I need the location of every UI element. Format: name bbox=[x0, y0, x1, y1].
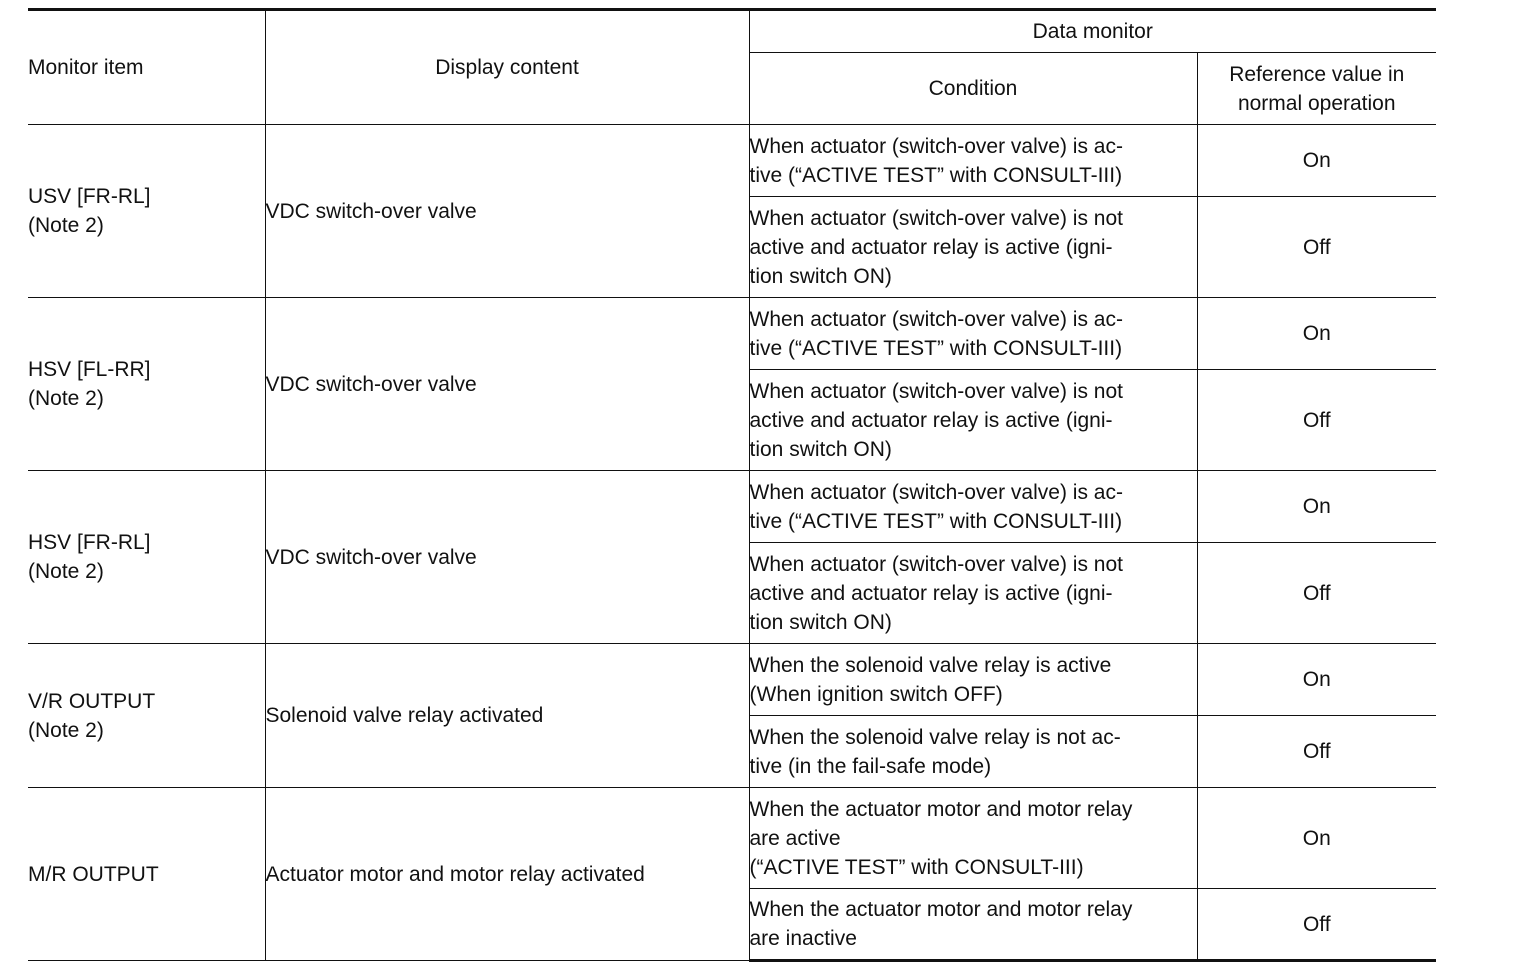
reference-value-cell: On bbox=[1197, 471, 1436, 543]
monitor-item-name: M/R OUTPUT bbox=[28, 862, 159, 886]
header-reference-line: normal operation bbox=[1237, 91, 1396, 115]
table-row bbox=[28, 298, 1436, 370]
table-row bbox=[28, 644, 1436, 716]
condition-line: tive (in the fail-safe mode) bbox=[749, 754, 992, 778]
condition-line: tion switch ON) bbox=[749, 437, 892, 461]
reference-value-cell: Off bbox=[1197, 197, 1436, 298]
monitor-item-name: USV [FR-RL] bbox=[28, 185, 151, 208]
monitor-item-name: V/R OUTPUT bbox=[28, 689, 156, 713]
condition-line: When actuator (switch-over valve) is ac- bbox=[749, 307, 1123, 331]
condition-line: When actuator (switch-over valve) is not bbox=[749, 379, 1123, 403]
condition-line: tive (“ACTIVE TEST” with CONSULT-III) bbox=[749, 336, 1123, 360]
reference-value-cell: On bbox=[1197, 788, 1436, 889]
monitor-item-note: (Note 2) bbox=[28, 387, 104, 410]
condition-line: tion switch ON) bbox=[749, 610, 892, 634]
condition-line: are active bbox=[749, 826, 841, 850]
reference-value-cell: Off bbox=[1197, 370, 1436, 471]
condition-line: tive (“ACTIVE TEST” with CONSULT-III) bbox=[749, 163, 1123, 187]
monitor-item-cell bbox=[28, 471, 265, 644]
condition-line: (“ACTIVE TEST” with CONSULT-III) bbox=[749, 855, 1084, 879]
condition-line: When actuator (switch-over valve) is ac- bbox=[749, 134, 1123, 158]
header-reference-line: Reference value in bbox=[1229, 62, 1405, 86]
display-content-cell: Solenoid valve relay activated bbox=[265, 644, 749, 788]
header-data-monitor: Data monitor bbox=[749, 10, 1436, 53]
condition-line: are inactive bbox=[749, 927, 857, 950]
display-content-cell: VDC switch-over valve bbox=[265, 125, 749, 298]
condition-line: active and actuator relay is active (igni- bbox=[749, 408, 1113, 432]
condition-line: active and actuator relay is active (igni- bbox=[749, 581, 1113, 605]
monitor-item-note: (Note 2) bbox=[28, 560, 104, 583]
monitor-item-note: (Note 2) bbox=[28, 214, 104, 237]
monitor-item-cell bbox=[28, 125, 265, 298]
header-monitor-item: Monitor item bbox=[28, 10, 265, 125]
reference-value-cell: On bbox=[1197, 298, 1436, 370]
condition-cell bbox=[749, 716, 1197, 788]
condition-line: When actuator (switch-over valve) is not bbox=[749, 552, 1123, 576]
condition-line: tive (“ACTIVE TEST” with CONSULT-III) bbox=[749, 509, 1123, 533]
reference-value-cell: On bbox=[1197, 644, 1436, 716]
monitor-item-note: (Note 2) bbox=[28, 718, 104, 742]
condition-cell bbox=[749, 889, 1197, 961]
condition-cell bbox=[749, 471, 1197, 543]
condition-line: When actuator (switch-over valve) is ac- bbox=[749, 480, 1123, 504]
header-reference-value bbox=[1197, 53, 1436, 125]
condition-cell bbox=[749, 543, 1197, 644]
header-condition: Condition bbox=[749, 53, 1197, 125]
monitor-item-cell bbox=[28, 644, 265, 788]
condition-line: When actuator (switch-over valve) is not bbox=[749, 206, 1123, 230]
reference-value-cell: Off bbox=[1197, 543, 1436, 644]
condition-cell bbox=[749, 298, 1197, 370]
monitor-item-name: HSV [FR-RL] bbox=[28, 531, 151, 554]
header-display-content: Display content bbox=[265, 10, 749, 125]
reference-value-cell: Off bbox=[1197, 889, 1436, 961]
monitor-item-cell bbox=[28, 788, 265, 961]
table-row bbox=[28, 471, 1436, 543]
condition-cell bbox=[749, 370, 1197, 471]
condition-line: When the actuator motor and motor relay bbox=[749, 797, 1133, 821]
condition-cell bbox=[749, 125, 1197, 197]
condition-line: When the solenoid valve relay is not ac- bbox=[749, 725, 1121, 749]
data-monitor-table bbox=[28, 8, 1436, 962]
display-content-cell: VDC switch-over valve bbox=[265, 298, 749, 471]
display-content-cell: VDC switch-over valve bbox=[265, 471, 749, 644]
monitor-item-name: HSV [FL-RR] bbox=[28, 358, 151, 381]
table-row bbox=[28, 125, 1436, 197]
condition-line: (When ignition switch OFF) bbox=[749, 682, 1003, 706]
reference-value-cell: On bbox=[1197, 125, 1436, 197]
display-content-cell: Actuator motor and motor relay activated bbox=[265, 788, 749, 961]
condition-line: tion switch ON) bbox=[749, 264, 892, 288]
condition-cell bbox=[749, 197, 1197, 298]
condition-line: When the solenoid valve relay is active bbox=[749, 653, 1112, 677]
condition-line: active and actuator relay is active (igni- bbox=[749, 235, 1113, 259]
reference-value-cell: Off bbox=[1197, 716, 1436, 788]
condition-line: When the actuator motor and motor relay bbox=[749, 898, 1133, 921]
table-row bbox=[28, 788, 1436, 889]
condition-cell bbox=[749, 788, 1197, 889]
condition-cell bbox=[749, 644, 1197, 716]
monitor-item-cell bbox=[28, 298, 265, 471]
